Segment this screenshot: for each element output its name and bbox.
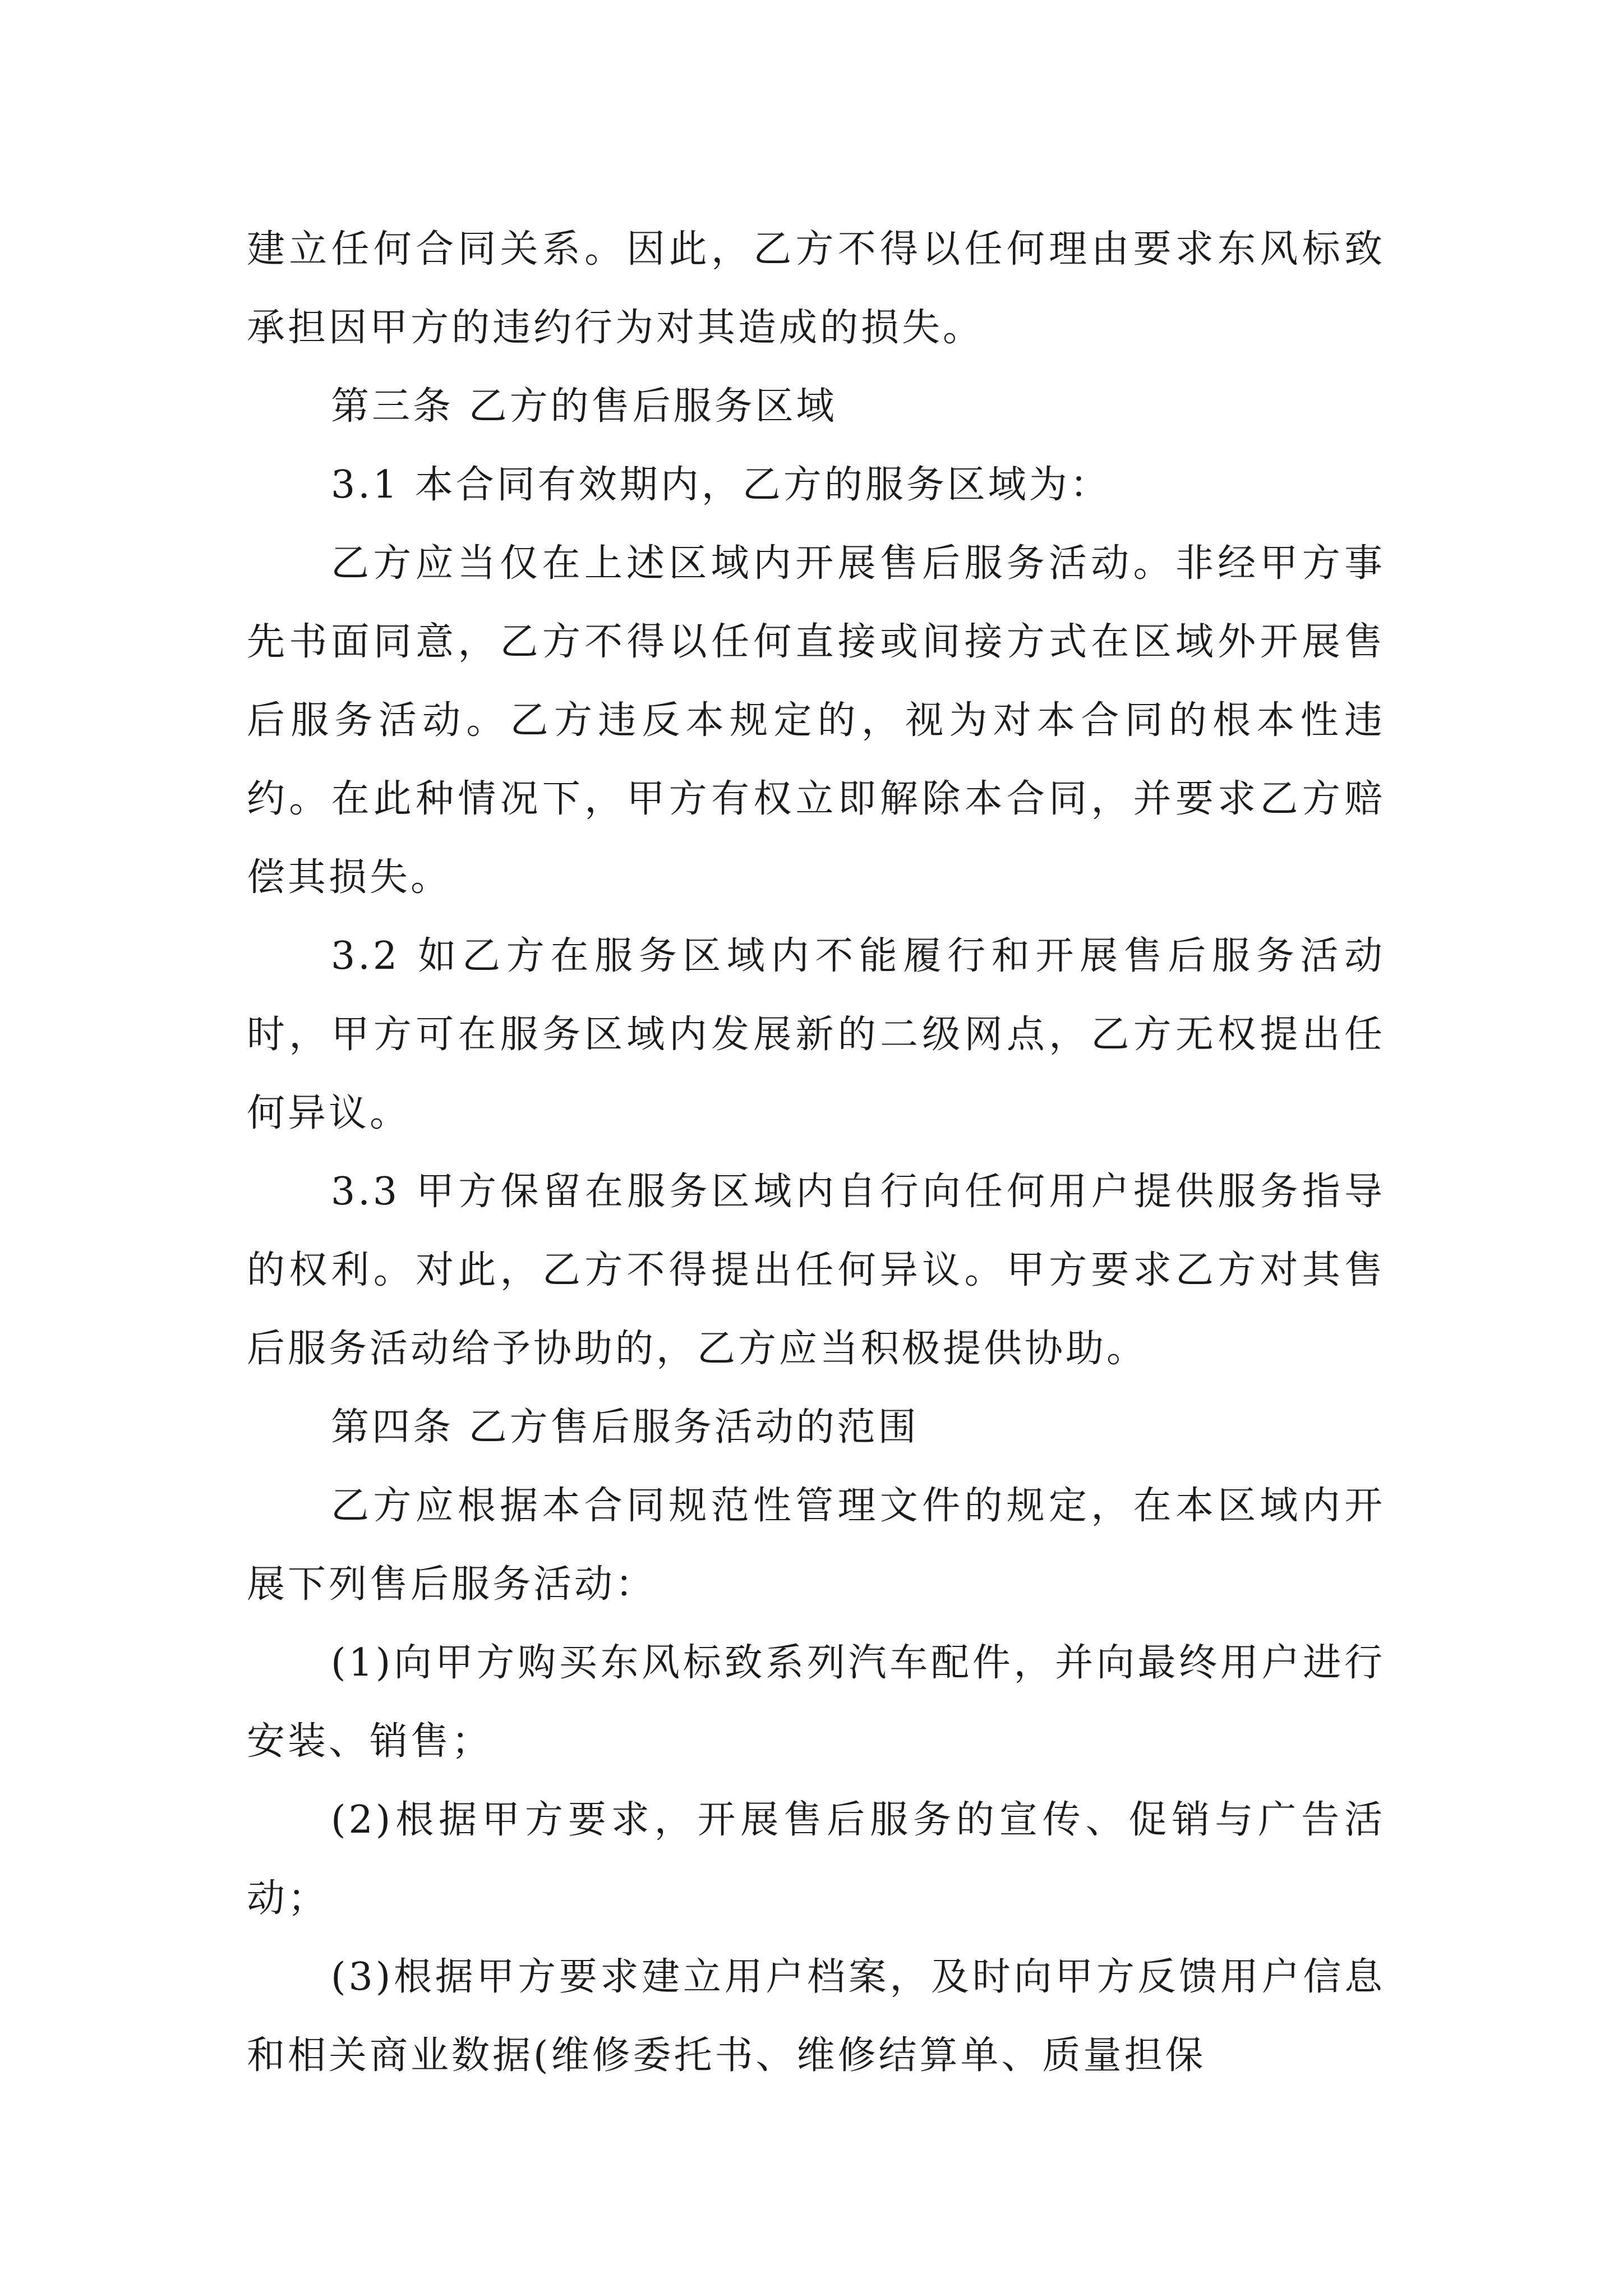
heading-article-3: 第三条 乙方的售后服务区域 xyxy=(331,384,837,429)
list-item-2: (2)根据甲方要求，开展售后服务的宣传、促销与广告活动； xyxy=(247,1798,1385,1921)
heading-article-4: 第四条 乙方售后服务活动的范围 xyxy=(331,1405,919,1450)
paragraph-continuation: 建立任何合同关系。因此，乙方不得以任何理由要求东风标致承担因甲方的违约行为对其造成的损失。 xyxy=(247,227,1385,350)
document-body xyxy=(247,210,1385,2095)
clause-3-2: 3.2 如乙方在服务区域内不能履行和开展售后服务活动时，甲方可在服务区域内发展新的二级网点，乙方无权提出任何异议。 xyxy=(247,934,1385,1135)
list-item-3: (3)根据甲方要求建立用户档案，及时向甲方反馈用户信息和相关商业数据(维修委托书、维修结算单、质量担保 xyxy=(247,1955,1385,2078)
clause-3-3: 3.3 甲方保留在服务区域内自行向任何用户提供服务指导的权利。对此，乙方不得提出任何异议。甲方要求乙方对其售后服务活动给予协助的，乙方应当积极提供协助。 xyxy=(247,1170,1385,1371)
paragraph-activities-intro: 乙方应根据本合同规范性管理文件的规定，在本区域内开展下列售后服务活动： xyxy=(247,1484,1385,1607)
clause-3-1: 3.1 本合同有效期内，乙方的服务区域为： xyxy=(331,463,1111,507)
list-item-1: (1)向甲方购买东风标致系列汽车配件，并向最终用户进行安装、销售； xyxy=(247,1641,1385,1764)
paragraph-service-area-restriction: 乙方应当仅在上述区域内开展售后服务活动。非经甲方事先书面同意，乙方不得以任何直接或间接方式在区域外开展售后服务活动。乙方违反本规定的，视为对本合同的根本性违约。在此种情况下，甲方有权立即解除本合同，并要求乙方赔偿其损失。 xyxy=(247,541,1385,900)
